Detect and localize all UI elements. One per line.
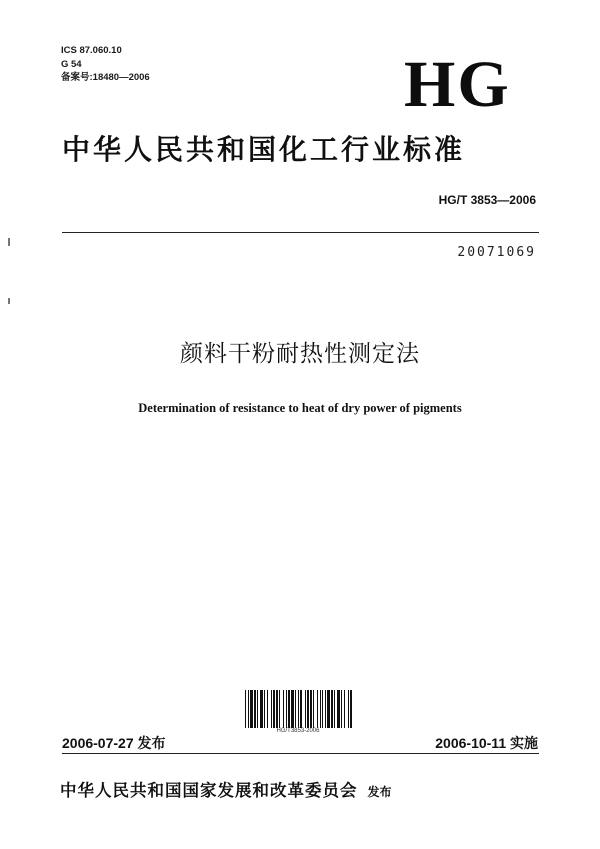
issuer-line: [60, 777, 392, 801]
scan-margin-mark: [8, 238, 10, 246]
barcode-caption: HG/T3853-2006: [276, 728, 320, 734]
document-title-cn: 颜料干粉耐热性测定法: [180, 341, 420, 367]
filing-number: 备案号:18480—2006: [61, 72, 150, 83]
issuer-name: 中华人民共和国国家发展和改革委员会: [60, 781, 358, 800]
implement-label: 实施: [510, 735, 538, 751]
classification-block: [61, 44, 150, 85]
standard-number: HG/T 3853—2006: [438, 193, 536, 207]
release-date: 2006-07-27: [62, 735, 134, 751]
standard-category-title: 中华人民共和国化工行业标准: [62, 133, 466, 166]
hg-logo: HG: [404, 48, 511, 121]
issuer-suffix: 发布: [367, 785, 392, 799]
barcode-bars: [243, 690, 353, 728]
header-divider: [62, 232, 539, 233]
handwritten-id: 20071069: [457, 245, 536, 260]
ccs-code: G 54: [61, 58, 82, 70]
release-label: 发布: [137, 735, 166, 751]
implement-date: 2006-10-11: [435, 735, 507, 751]
ics-code: ICS 87.060.10: [61, 45, 122, 56]
barcode-image: [243, 690, 353, 728]
footer-divider: [62, 753, 539, 754]
release-date-block: [62, 733, 166, 753]
implement-date-block: [435, 733, 538, 753]
scan-margin-mark: [8, 298, 10, 304]
document-title-en: Determination of resistance to heat of dry power of pigments: [138, 401, 462, 415]
